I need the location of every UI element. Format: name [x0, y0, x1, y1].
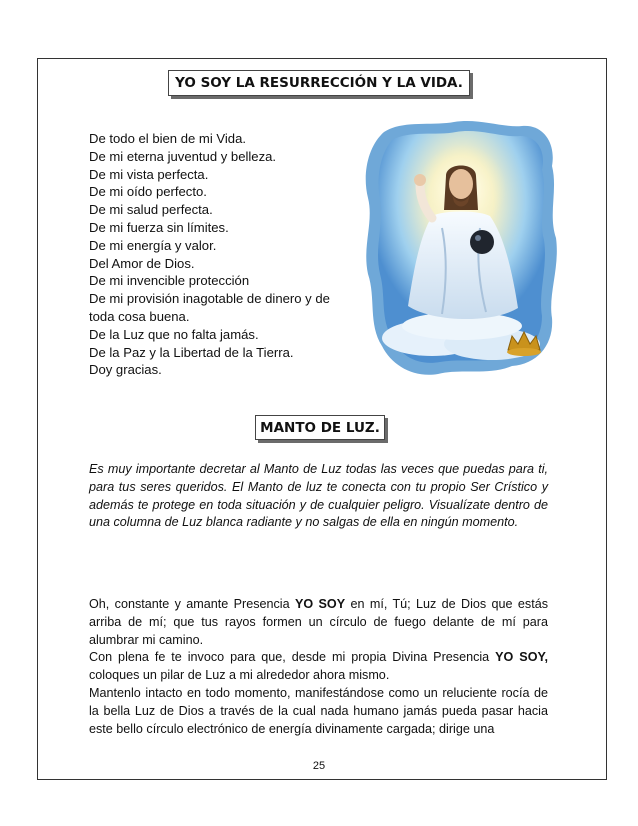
bold-text: YO SOY: [294, 597, 346, 611]
list-item: De mi provisión inagotable de dinero y de: [89, 291, 330, 307]
paragraph: Mantenlo intacto en todo momento, manifestándose como un reluciente rocía de la bella Luz de Dios a través de la cual nada humano jamás pueda pasar hacia este bello círculo electrónico de energía divinamente cargada; dirige una: [89, 685, 548, 736]
bold-text: YO SOY,: [495, 650, 548, 665]
list-item: Doy gracias.: [89, 362, 162, 378]
list-item: De mi eterna juventud y belleza.: [89, 148, 277, 164]
paragraph: [89, 596, 548, 649]
page-number: 25: [312, 760, 326, 772]
text-span: en mí, Tú; Luz de Dios que estás arriba de mí; que tus rayos formen un círculo de fuego delante de mí para alumbrar mi camino.: [89, 597, 549, 647]
list-item: De mi energía y valor.: [89, 237, 217, 253]
list-item: De mi oído perfecto.: [89, 184, 207, 200]
list-item: De mi vista perfecta.: [89, 166, 209, 182]
list-item: De mi salud perfecta.: [89, 202, 213, 218]
decree-text: [89, 596, 548, 738]
section-title-manto: MANTO DE LUZ.: [255, 415, 385, 440]
text-span: Con plena fe te invoco para que, desde mi propia Divina Presencia: [89, 650, 496, 665]
list-item: De la Luz que no falta jamás.: [89, 326, 259, 342]
list-item: De la Paz y la Libertad de la Tierra.: [89, 344, 294, 360]
intro-paragraph: Es muy importante decretar al Manto de Luz todas las veces que puedas para ti, para tus seres queridos. El Manto de luz te conecta con tu propio Ser Crístico y además te protege en toda situación y de cualquier peligro. Visualízate dentro de una columna de Luz blanca radiante y no salgas de ella en ningún momento.: [89, 462, 548, 530]
illustration: [362, 118, 560, 380]
paragraph: [89, 649, 548, 685]
list-item: De mi invencible protección: [89, 273, 250, 289]
jesus-illustration-icon: [362, 118, 560, 380]
section-title-resurreccion: YO SOY LA RESURRECCIÓN Y LA VIDA.: [168, 70, 470, 96]
list-item: De todo el bien de mi Vida.: [89, 131, 246, 146]
gratitude-list: [89, 130, 359, 379]
text-span: coloques un pilar de Luz a mi alrededor ahora mismo.: [89, 668, 390, 683]
text-span: Oh, constante y amante Presencia: [89, 597, 295, 611]
list-item: De mi fuerza sin límites.: [89, 219, 229, 235]
list-item: toda cosa buena.: [89, 308, 190, 324]
list-item: Del Amor de Dios.: [89, 255, 195, 271]
